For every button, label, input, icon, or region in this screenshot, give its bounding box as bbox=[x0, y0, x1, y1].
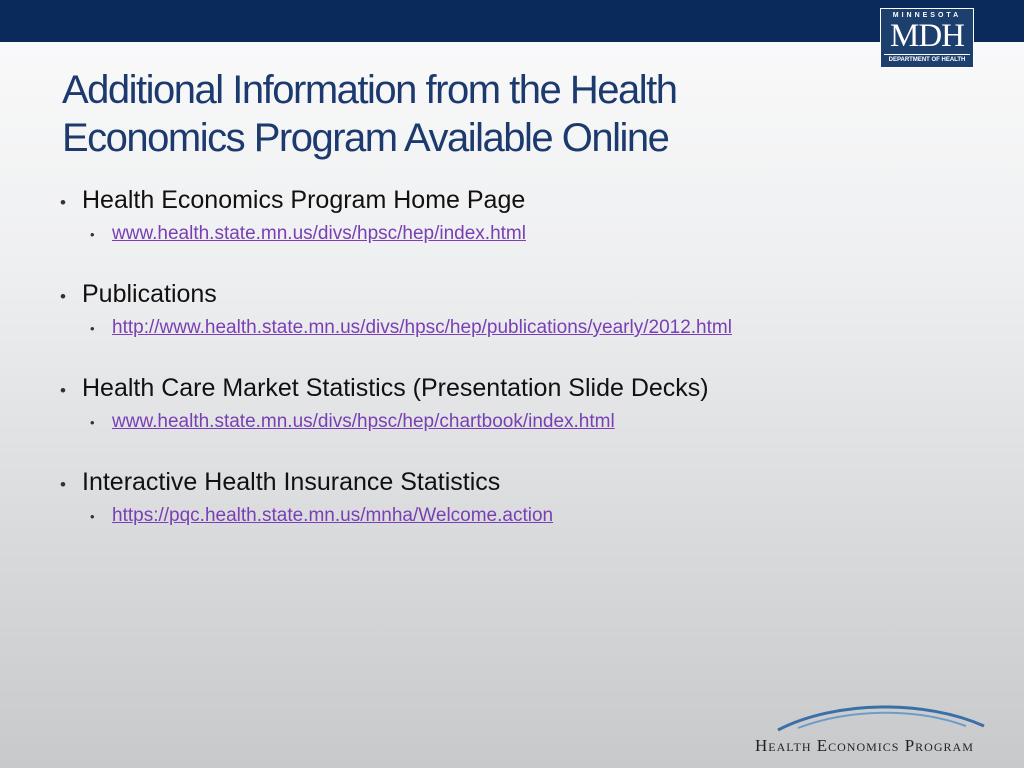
sub-bullet-dot: • bbox=[90, 227, 95, 242]
logo-mdh-text: MDH bbox=[889, 18, 964, 54]
bullet-dot: • bbox=[60, 287, 66, 306]
bullet-dot: • bbox=[60, 193, 66, 212]
bullet-dot: • bbox=[60, 381, 66, 400]
sub-bullet-dot: • bbox=[90, 509, 95, 524]
insurance-stats-link[interactable]: https://pqc.health.state.mn.us/mnha/Welcome.action bbox=[112, 505, 554, 526]
list-item bbox=[60, 278, 960, 342]
list-item bbox=[60, 184, 960, 248]
item-label: Publications bbox=[82, 280, 217, 308]
sub-bullet-dot: • bbox=[90, 321, 95, 336]
bullet-list bbox=[60, 184, 960, 560]
item-label: Health Economics Program Home Page bbox=[82, 186, 526, 214]
home-page-link[interactable]: www.health.state.mn.us/divs/hpsc/hep/index.html bbox=[112, 223, 526, 244]
logo-department-text: DEPARTMENT OF HEALTH bbox=[884, 54, 970, 65]
slide-title: Additional Information from the Health Economics Program Available Online bbox=[62, 68, 677, 160]
mdh-logo bbox=[880, 8, 974, 68]
swoosh-icon bbox=[776, 698, 986, 734]
chartbook-link[interactable]: www.health.state.mn.us/divs/hpsc/hep/chartbook/index.html bbox=[112, 411, 615, 432]
bullet-dot: • bbox=[60, 475, 66, 494]
publications-link[interactable]: http://www.health.state.mn.us/divs/hpsc/hep/publications/yearly/2012.html bbox=[112, 317, 732, 338]
sub-bullet-dot: • bbox=[90, 415, 95, 430]
list-item bbox=[60, 372, 960, 436]
footer-program-name: Health Economics Program bbox=[755, 736, 974, 755]
item-label: Health Care Market Statistics (Presentation Slide Decks) bbox=[82, 374, 709, 402]
logo-state-text: MINNESOTA bbox=[892, 12, 962, 19]
item-label: Interactive Health Insurance Statistics bbox=[82, 468, 501, 496]
top-banner bbox=[0, 0, 1024, 42]
list-item bbox=[60, 466, 960, 530]
hep-footer-logo bbox=[752, 698, 1008, 756]
